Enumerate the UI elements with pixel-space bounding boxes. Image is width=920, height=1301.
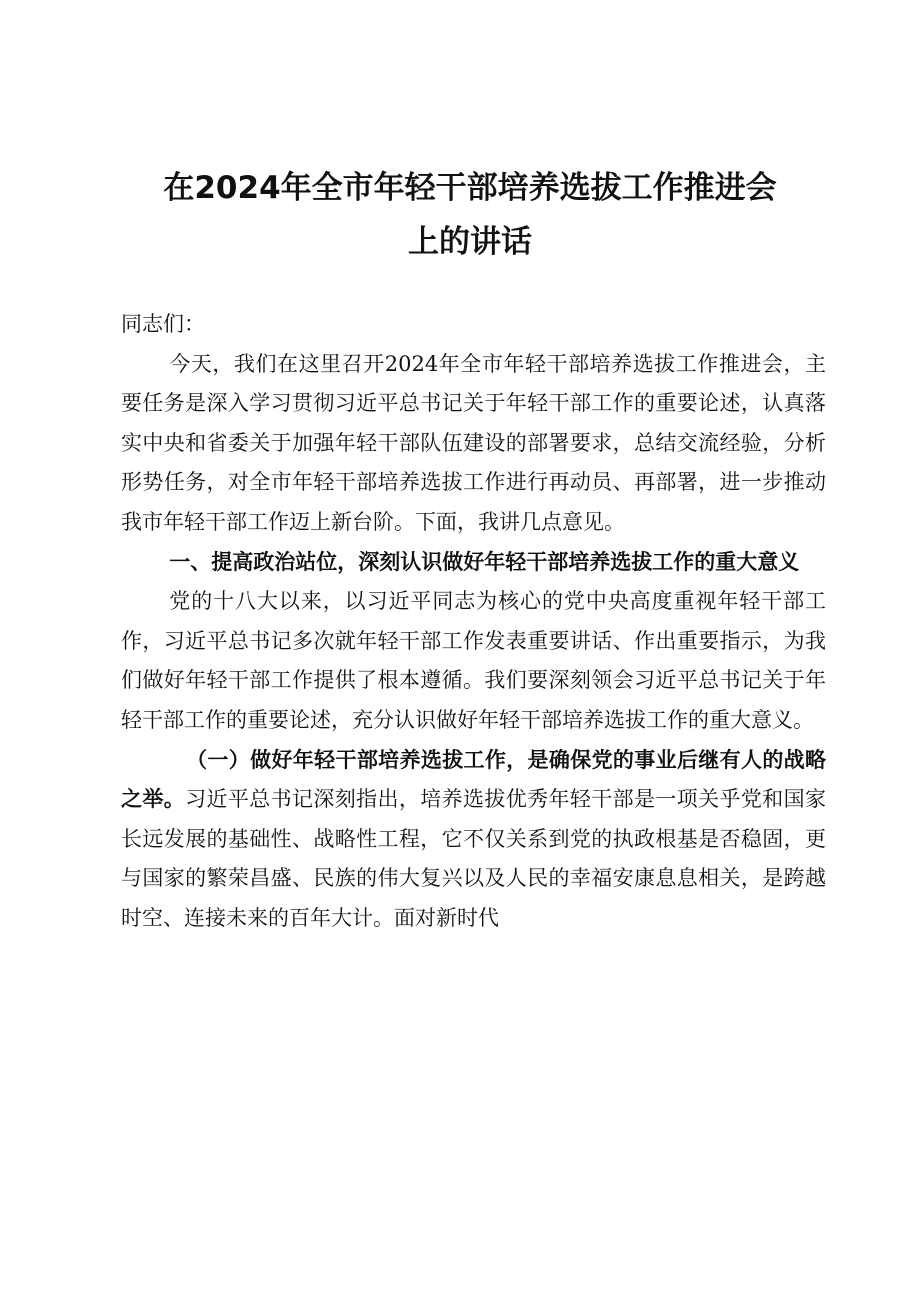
document-body bbox=[121, 305, 826, 939]
document-title-line-1: 在2024年全市年轻干部培养选拔工作推进会 bbox=[163, 170, 777, 206]
intro-paragraph: 今天，我们在这里召开2024年全市年轻干部培养选拔工作推进会，主要任务是深入学习贯彻习近平总书记关于年轻干部工作的重要论述，认真落实中央和省委关于加强年轻干部队伍建设的部署要求，总结交流经验，分析形势任务，对全市年轻干部培养选拔工作进行再动员、再部署，进一步推动我市年轻干部工作迈上新台阶。下面，我讲几点意见。 bbox=[121, 351, 826, 534]
section-1-paragraph: 党的十八大以来，以习近平同志为核心的党中央高度重视年轻干部工作，习近平总书记多次就年轻干部工作发表重要讲话、作出重要指示，为我们做好年轻干部工作提供了根本遵循。我们要深刻领会习近平总书记关于年轻干部工作的重要论述，充分认识做好年轻干部培养选拔工作的重大意义。 bbox=[121, 589, 826, 732]
document-title-line-2: 上的讲话 bbox=[408, 224, 532, 260]
subsection-1-paragraph bbox=[121, 741, 826, 939]
subsection-heading-1: （一）做好年轻干部培养选拔工作，是确保党的事业后继有人的战略之举。 bbox=[121, 747, 826, 812]
subsection-1-text: 习近平总书记深刻指出，培养选拔优秀年轻干部是一项关乎党和国家长远发展的基础性、战略性工程，它不仅关系到党的执政根基是否稳固，更与国家的繁荣昌盛、民族的伟大复兴以及人民的幸福安康息息相关，是跨越时空、连接未来的百年大计。面对新时代 bbox=[121, 787, 826, 930]
section-heading-1: 一、提高政治站位，深刻认识做好年轻干部培养选拔工作的重大意义 bbox=[169, 549, 800, 574]
salutation: 同志们： bbox=[121, 312, 205, 336]
